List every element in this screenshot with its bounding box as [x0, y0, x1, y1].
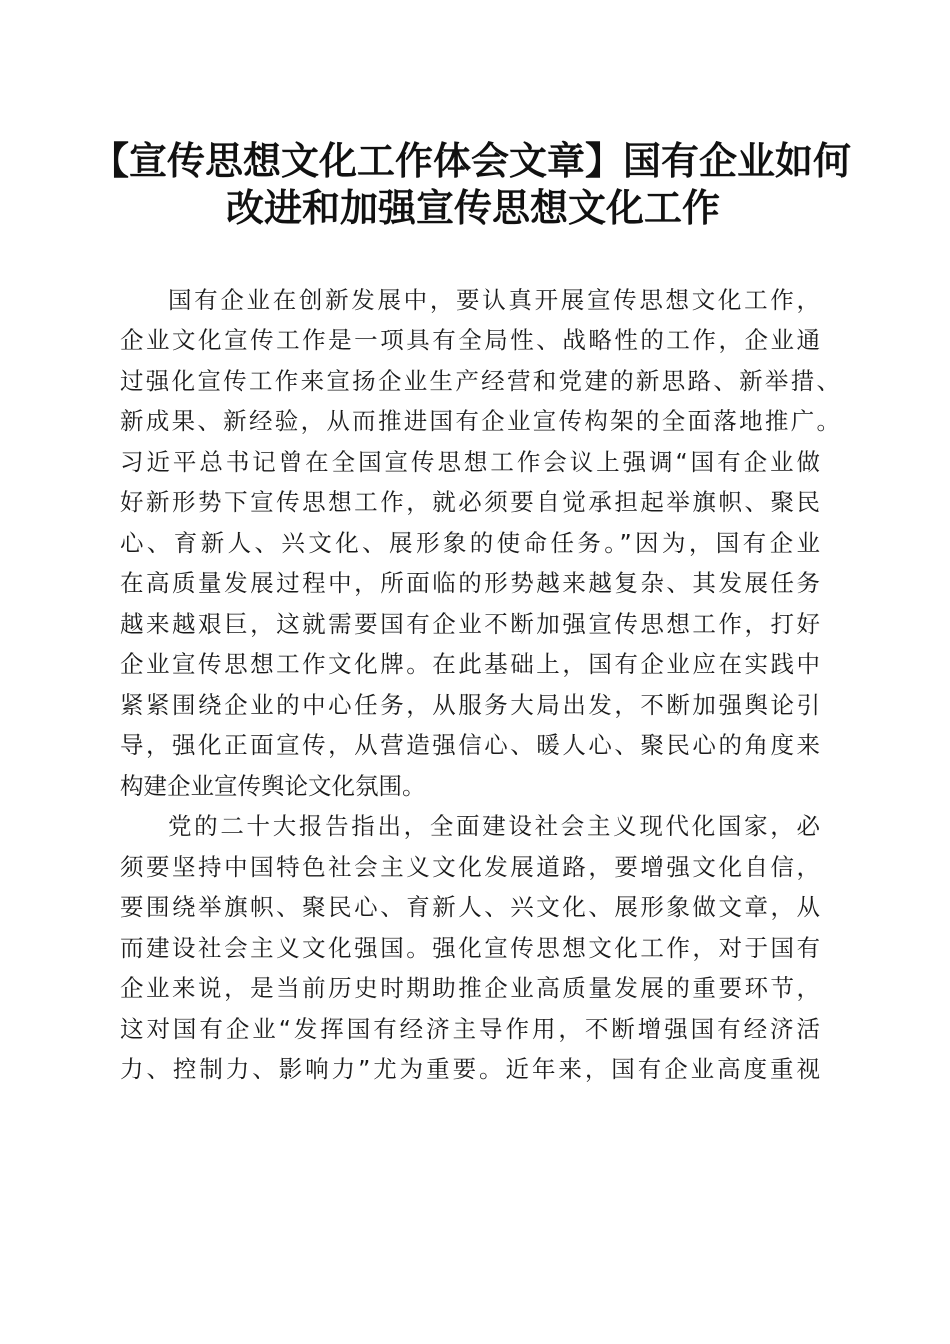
paragraph-line: 力、控制力、影响力”尤为重要。近年来，国有企业高度重视: [120, 1055, 820, 1083]
paragraph-line: 这对国有企业“发挥国有经济主导作用，不断增强国有经济活: [120, 1015, 820, 1043]
paragraph-line: 党的二十大报告指出，全面建设社会主义现代化国家，必: [168, 812, 820, 840]
document-title-line-2: 改进和加强宣传思想文化工作: [225, 185, 720, 230]
paragraph-line: 新成果、新经验，从而推进国有企业宣传构架的全面落地推广。: [120, 407, 840, 435]
paragraph-line: 过强化宣传工作来宣扬企业生产经营和党建的新思路、新举措、: [120, 367, 840, 395]
paragraph-line: 要围绕举旗帜、聚民心、育新人、兴文化、展形象做文章，从: [120, 893, 820, 921]
paragraph-line: 企业文化宣传工作是一项具有全局性、战略性的工作，企业通: [120, 326, 820, 354]
paragraph-line: 企业来说，是当前历史时期助推企业高质量发展的重要环节，: [120, 974, 820, 1002]
paragraph-line: 紧紧围绕企业的中心任务，从服务大局出发，不断加强舆论引: [120, 691, 820, 719]
paragraph-line: 好新形势下宣传思想工作，就必须要自觉承担起举旗帜、聚民: [120, 488, 820, 516]
paragraph-line: 在高质量发展过程中，所面临的形势越来越复杂、其发展任务: [120, 569, 820, 597]
document-title-line-1: 【宣传思想文化工作体会文章】国有企业如何: [90, 138, 851, 183]
paragraph-line: 须要坚持中国特色社会主义文化发展道路，要增强文化自信，: [120, 853, 820, 881]
paragraph-line: 构建企业宣传舆论文化氛围。: [120, 772, 426, 800]
paragraph-line: 而建设社会主义文化强国。强化宣传思想文化工作，对于国有: [120, 934, 820, 962]
paragraph-line: 心、育新人、兴文化、展形象的使命任务。”因为，国有企业: [120, 529, 820, 557]
paragraph-line: 导，强化正面宣传，从营造强信心、暖人心、聚民心的角度来: [120, 731, 820, 759]
paragraph-line: 企业宣传思想工作文化牌。在此基础上，国有企业应在实践中: [120, 650, 820, 678]
paragraph-line: 习近平总书记曾在全国宣传思想工作会议上强调“国有企业做: [120, 448, 820, 476]
paragraph-line: 越来越艰巨，这就需要国有企业不断加强宣传思想工作，打好: [120, 610, 820, 638]
paragraph-line: 国有企业在创新发展中，要认真开展宣传思想文化工作，: [168, 286, 820, 314]
